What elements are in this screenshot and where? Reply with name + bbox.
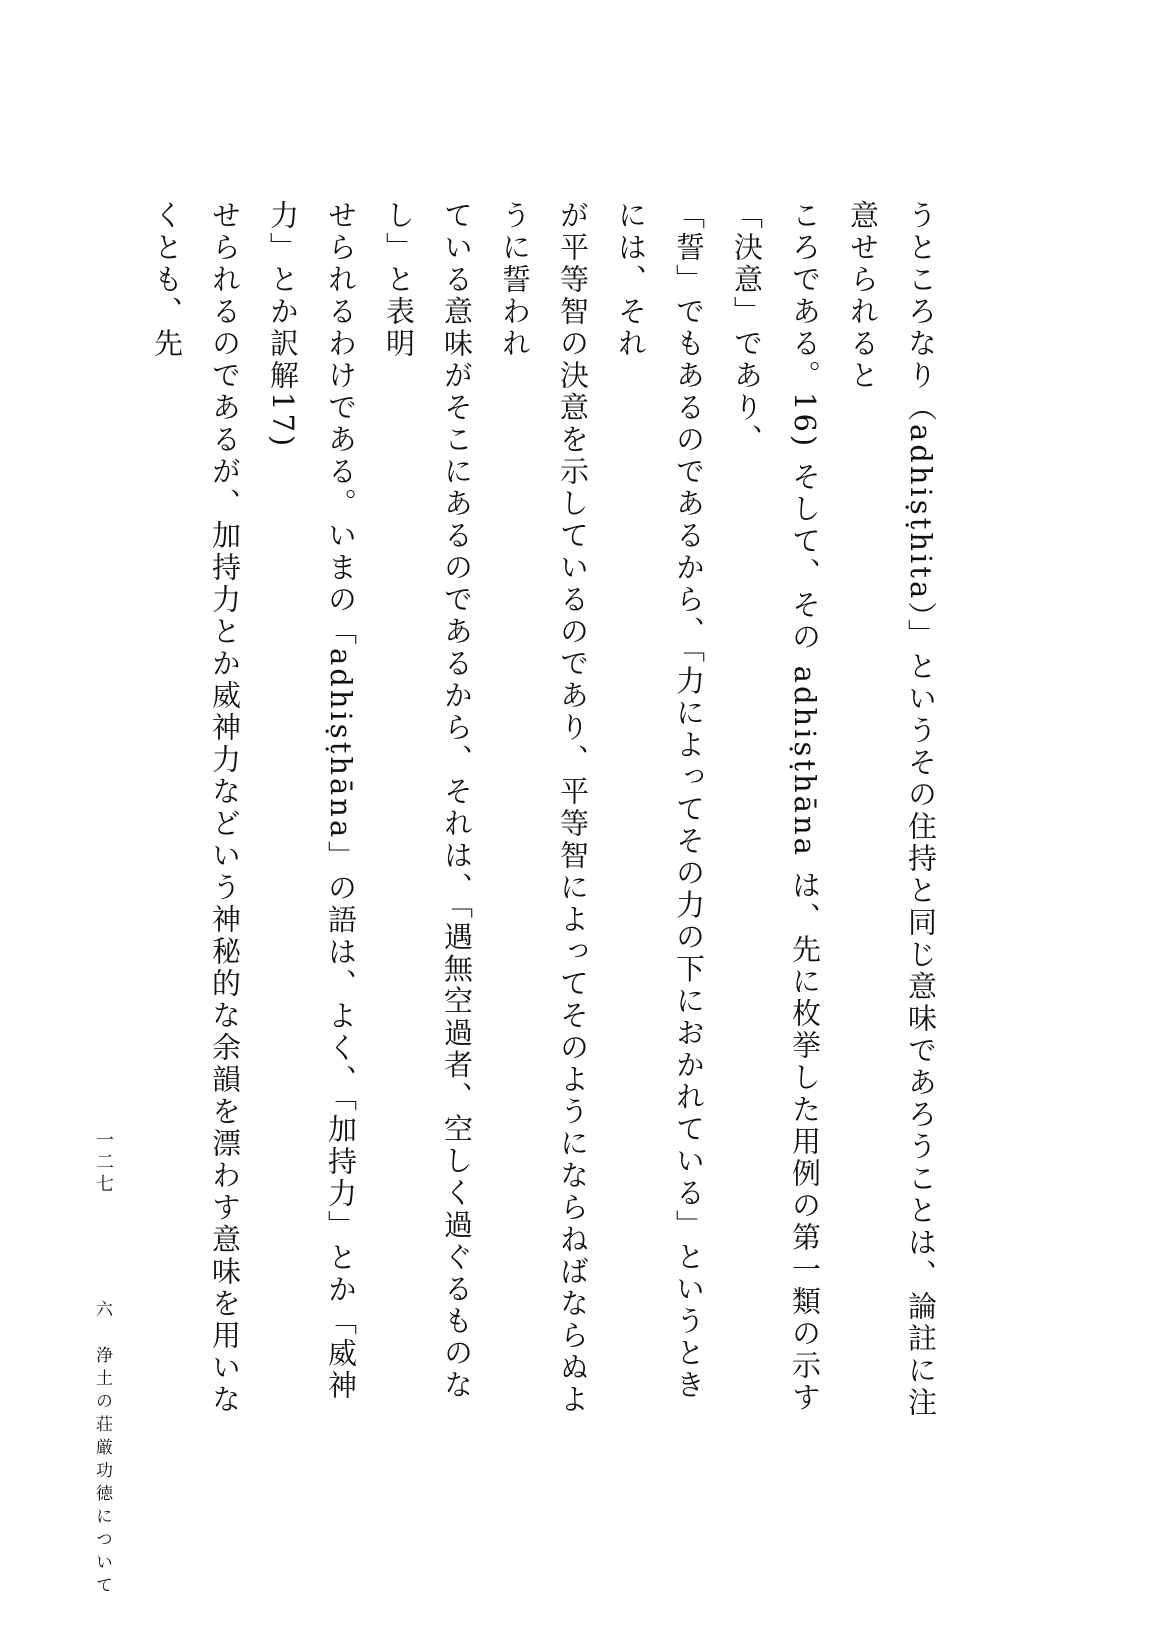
text-line: せられるのであるが、加持力とか威神力などいう神秘的な余韻を漂わす意味を用いなくとも、先 <box>150 200 242 1416</box>
running-head: 六 浄土の荘厳功徳について <box>92 1300 112 1599</box>
text-line: ている意味がそこにあるのであるから、それは、「遇無空過者、空しく過ぐるものなし」と表明 <box>382 200 474 1402</box>
text-line: が平等智の決意を示しているのであり、平等智によってそのようにならねばならぬように誓われ <box>498 200 590 1416</box>
text-line: 「誓」でもあるのであるから、「力によってその力の下におかれている」というときには、それ <box>614 200 706 1402</box>
text-line: ころである。16) そして、その adhiṣṭhāna は、先に枚挙した用例の第一類の示す「決意」であり、 <box>730 200 822 1415</box>
text-line: せられるわけである。いまの「adhiṣṭhāna」の語は、よく、「加持力」とか「威神力」とか訳解17) <box>266 200 358 1402</box>
text-line: うところなり（adhiṣṭhita）」というその住持と同じ意味であろうことは、論註に注意せられると <box>846 200 938 1419</box>
page-number: 一二七 <box>93 1130 114 1196</box>
body-text <box>150 200 950 1430</box>
